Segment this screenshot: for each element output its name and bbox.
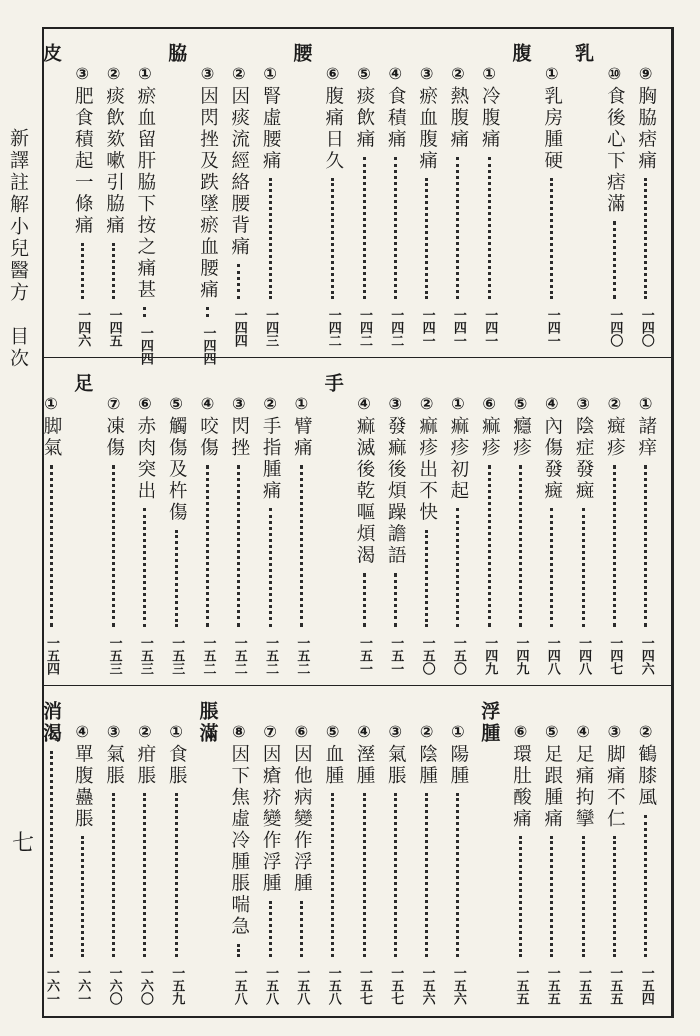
section-heading: [285, 33, 317, 347]
entry-page: 一五五: [544, 966, 560, 1005]
entry-label: 乳房腫硬: [541, 86, 563, 172]
entry-page: 一五三: [137, 636, 153, 675]
leader-dots: [206, 307, 209, 317]
heading-label: 腰: [290, 43, 313, 65]
entry-page: 一五二: [200, 636, 216, 675]
toc-entry[interactable]: [536, 705, 568, 1005]
entry-page: 一四五: [106, 308, 122, 347]
entry-page: 一五二: [263, 636, 279, 675]
entry-label: 腎虛腰痛: [260, 86, 282, 172]
entry-number-mark: ③: [576, 394, 590, 413]
entry-label: 單腹蠱脹: [72, 744, 94, 830]
leader-dots: [143, 793, 146, 957]
toc-entry[interactable]: [98, 705, 130, 1005]
entry-page: 一五五: [607, 966, 623, 1005]
leader-dots: [425, 530, 428, 628]
leader-dots: [613, 465, 616, 627]
leader-dots: [112, 465, 115, 627]
leader-dots: [394, 573, 397, 628]
leader-dots: [363, 157, 366, 300]
entry-number-mark: ①: [169, 722, 183, 741]
section-heading: [473, 691, 505, 1005]
toc-entry[interactable]: [598, 47, 630, 347]
leader-dots: [644, 178, 647, 299]
entry-page: 一四七: [607, 636, 623, 675]
section-heading: [317, 363, 349, 675]
heading-label: 乳: [572, 43, 595, 65]
entry-page: 一五八: [294, 966, 310, 1005]
entry-number-mark: ③: [388, 394, 403, 413]
entry-number-mark: ⑤: [325, 722, 340, 741]
heading-label: 脇: [165, 43, 188, 65]
entry-label: 熱腹痛: [447, 86, 469, 151]
entry-label: 痲疹出不快: [416, 416, 438, 524]
entry-page: 一五四: [638, 966, 654, 1005]
leader-dots: [394, 793, 397, 957]
entry-page: 一六一: [75, 966, 91, 1005]
toc-entry[interactable]: [192, 47, 224, 365]
entry-label: 氣脹: [103, 744, 125, 787]
entry-number-mark: ⑤: [169, 394, 183, 413]
entry-number-mark: ③: [200, 64, 215, 83]
entry-number-mark: ⑤: [513, 394, 528, 413]
entry-number-mark: ③: [106, 722, 121, 741]
entry-page: 一四二: [388, 308, 404, 347]
toc-entry[interactable]: [598, 705, 630, 1005]
heading-label: 浮腫: [478, 701, 501, 745]
entry-page: 一五一: [388, 636, 404, 675]
entry-number-mark: ②: [263, 394, 277, 413]
toc-panel-2: [41, 359, 671, 685]
leader-dots: [582, 836, 585, 957]
entry-label: 臂痛: [291, 416, 313, 459]
entry-label: 陽腫: [447, 744, 469, 787]
entry-label: 食積痛: [385, 86, 407, 151]
entry-number-mark: ①: [638, 394, 653, 413]
entry-label: 痲滅後乾嘔煩渴: [354, 416, 375, 567]
leader-dots: [112, 243, 115, 300]
toc-entry[interactable]: [411, 377, 443, 675]
entry-label: 鶴膝風: [635, 744, 657, 809]
toc-entry[interactable]: [160, 377, 192, 675]
leader-dots: [488, 157, 491, 300]
leader-dots: [112, 793, 115, 957]
section-heading: [192, 691, 224, 1005]
leader-dots: [644, 465, 647, 627]
leader-dots: [300, 465, 303, 627]
entry-number-mark: ②: [451, 64, 465, 83]
toc-entry[interactable]: [348, 705, 380, 1005]
toc-entry[interactable]: [348, 377, 380, 675]
leader-dots: [456, 508, 459, 627]
toc-entry[interactable]: [254, 47, 286, 347]
leader-dots: [206, 465, 209, 627]
entry-page: 一五二: [231, 636, 247, 675]
entry-number-mark: ⑥: [138, 394, 152, 413]
entry-page: 一五八: [325, 966, 341, 1005]
entry-label: 痰飲痛: [354, 86, 375, 151]
toc-entry[interactable]: [317, 47, 349, 347]
toc-entry[interactable]: [223, 705, 255, 1005]
entry-page: 一五四: [44, 636, 59, 675]
entry-number-mark: ⑩: [607, 64, 622, 83]
toc-entry[interactable]: [98, 47, 130, 347]
entry-number-mark: ②: [419, 722, 434, 741]
leader-dots: [143, 307, 146, 317]
section-heading: [66, 363, 98, 675]
entry-number-mark: ④: [388, 64, 403, 83]
toc-entry[interactable]: [285, 377, 317, 675]
entry-label: 咬傷: [197, 416, 219, 459]
leader-dots: [237, 465, 240, 627]
leader-dots: [269, 178, 272, 299]
toc-entry[interactable]: [411, 47, 443, 347]
toc-entry[interactable]: [98, 377, 130, 675]
entry-label: 氣脹: [385, 744, 407, 787]
entry-number-mark: ③: [607, 722, 622, 741]
entry-label: 胸脇痞痛: [635, 86, 657, 172]
toc-entry[interactable]: [536, 47, 568, 347]
entry-number-mark: ⑧: [232, 722, 246, 741]
book-title: [5, 128, 31, 370]
toc-entry[interactable]: [66, 705, 98, 1005]
entry-label: 環肚酸痛: [510, 744, 532, 830]
entry-label: 血腫: [322, 744, 344, 787]
heading-label: 消渴: [40, 701, 62, 745]
toc-entry[interactable]: [129, 47, 161, 365]
entry-page: 一四一: [419, 308, 435, 347]
entry-label: 因閃挫及跌墜瘀血腰痛: [197, 86, 219, 301]
entry-page: 一六一: [44, 966, 59, 1005]
entry-page: 一四〇: [607, 308, 623, 347]
toc-entry[interactable]: [598, 377, 630, 675]
entry-number-mark: ⑨: [638, 64, 653, 83]
leader-dots: [363, 793, 366, 957]
leader-dots: [300, 901, 303, 958]
leader-dots: [269, 901, 272, 958]
entry-number-mark: ①: [451, 722, 465, 741]
toc-entry[interactable]: [442, 47, 474, 347]
entry-number-mark: ③: [232, 394, 246, 413]
entry-number-mark: ②: [419, 394, 434, 413]
entry-page: 一四四: [137, 326, 153, 365]
entry-page: 一四一: [450, 308, 466, 347]
entry-number-mark: ①: [294, 394, 309, 413]
toc-entry[interactable]: [285, 705, 317, 1005]
entry-number-mark: ②: [638, 722, 653, 741]
entry-number-mark: ②: [106, 64, 121, 83]
entry-number-mark: ⑤: [357, 64, 371, 83]
entry-number-mark: ①: [263, 64, 277, 83]
entry-label: 痲疹: [479, 416, 501, 459]
entry-label: 發痲後煩躁譫語: [385, 416, 407, 567]
leader-dots: [425, 793, 428, 957]
entry-number-mark: ②: [232, 64, 246, 83]
entry-page: 一四八: [576, 636, 592, 675]
leader-dots: [519, 836, 522, 957]
entry-number-mark: ④: [545, 394, 559, 413]
entry-page: 一四九: [513, 636, 529, 675]
toc-entry[interactable]: [411, 705, 443, 1005]
entry-number-mark: ④: [357, 394, 371, 413]
leader-dots: [143, 508, 146, 627]
heading-label: 脹滿: [196, 701, 219, 745]
entry-page: 一四四: [231, 308, 247, 347]
leader-dots: [519, 465, 522, 627]
leader-dots: [50, 751, 53, 957]
heading-label: 足: [71, 373, 94, 395]
entry-number-mark: ⑥: [325, 64, 340, 83]
toc-entry[interactable]: [160, 705, 192, 1005]
entry-number-mark: ①: [451, 394, 465, 413]
leader-dots: [550, 508, 553, 627]
entry-page: 一四八: [544, 636, 560, 675]
toc-entry[interactable]: [473, 377, 505, 675]
entry-label: 瘀血留肝脇下按之痛甚: [134, 86, 156, 301]
entry-label: 冷腹痛: [479, 86, 501, 151]
toc-entry[interactable]: [66, 47, 98, 347]
entry-label: 癮疹: [510, 416, 532, 459]
entry-page: 一五〇: [450, 636, 466, 675]
entry-page: 一四一: [482, 308, 498, 347]
entry-label: 閃挫: [228, 416, 250, 459]
leader-dots: [175, 793, 178, 957]
entry-label: 脚痛不仁: [604, 744, 626, 830]
toc-entry[interactable]: [567, 377, 599, 675]
entry-number-mark: ⑤: [545, 722, 559, 741]
leader-dots: [425, 178, 428, 299]
toc-entry[interactable]: [254, 705, 286, 1005]
toc-entry[interactable]: [379, 47, 411, 347]
toc-entry[interactable]: [129, 377, 161, 675]
toc-entry[interactable]: [505, 377, 537, 675]
section-heading: [505, 33, 537, 347]
entry-page: 一五三: [169, 636, 185, 675]
heading-label: 腹: [509, 43, 532, 65]
section-heading: [35, 33, 67, 347]
book-name: 新譯註解小兒醫方: [7, 128, 29, 304]
toc-entry[interactable]: [442, 705, 474, 1005]
toc-entry[interactable]: [192, 377, 224, 675]
toc-entry[interactable]: [505, 705, 537, 1005]
page-number: 七: [12, 831, 35, 856]
toc-entry[interactable]: [630, 705, 662, 1005]
entry-label: 觸傷及杵傷: [166, 416, 188, 524]
entry-label: 諸痒: [635, 416, 657, 459]
entry-number-mark: ④: [576, 722, 590, 741]
entry-number-mark: ⑥: [482, 394, 496, 413]
toc-panel-3: [40, 687, 671, 1015]
entry-label: 因痰流經絡腰背痛: [228, 86, 250, 258]
heading-label: 皮: [40, 43, 62, 65]
entry-page: 一四一: [544, 308, 560, 347]
entry-page: 一五〇: [419, 636, 435, 675]
entry-number-mark: ④: [75, 722, 90, 741]
entry-page: 一五五: [513, 966, 529, 1005]
entry-number-mark: ③: [388, 722, 403, 741]
entry-label: 赤肉突出: [134, 416, 156, 502]
entry-label: 足痛拘攣: [573, 744, 595, 830]
toc-entry[interactable]: [317, 705, 349, 1005]
entry-label: 肥食積起一條痛: [72, 86, 94, 237]
section-heading: [567, 33, 599, 347]
entry-page: 一五八: [263, 966, 279, 1005]
toc-entry[interactable]: [630, 47, 662, 347]
divider-line: [44, 357, 671, 358]
leader-dots: [81, 243, 84, 300]
toc-entry[interactable]: [473, 47, 505, 347]
toc-entry[interactable]: [35, 377, 67, 675]
leader-dots: [550, 178, 553, 299]
entry-label: 內傷發癍: [541, 416, 563, 502]
entry-page: 一四四: [200, 326, 216, 365]
entry-number-mark: ③: [75, 64, 90, 83]
entry-label: 凍傷: [103, 416, 125, 459]
entry-page: 一五九: [169, 966, 185, 1005]
leader-dots: [456, 793, 459, 957]
entry-page: 一五七: [388, 966, 404, 1005]
entry-number-mark: ⑦: [263, 722, 277, 741]
leader-dots: [331, 793, 334, 957]
entry-page: 一五一: [357, 636, 372, 675]
toc-entry[interactable]: [129, 705, 161, 1005]
leader-dots: [488, 465, 491, 627]
leader-dots: [269, 508, 272, 627]
toc-entry[interactable]: [379, 377, 411, 675]
entry-page: 一六〇: [137, 966, 153, 1005]
entry-label: 陰症發癍: [573, 416, 595, 502]
entry-page: 一四六: [638, 636, 654, 675]
leader-dots: [50, 465, 53, 627]
leader-dots: [582, 508, 585, 627]
section-heading: [160, 33, 192, 347]
toc-entry[interactable]: [223, 377, 255, 675]
toc-frame: [42, 27, 674, 1018]
entry-label: 因瘡疥變作浮腫: [260, 744, 282, 895]
entry-label: 手指腫痛: [260, 416, 282, 502]
entry-page: 一五五: [576, 966, 592, 1005]
entry-number-mark: ②: [138, 722, 152, 741]
leader-dots: [613, 836, 616, 957]
entry-label: 溼腫: [354, 744, 375, 787]
leader-dots: [613, 221, 616, 299]
entry-number-mark: ④: [357, 722, 371, 741]
leader-dots: [331, 178, 334, 299]
entry-number-mark: ⑥: [513, 722, 528, 741]
entry-number-mark: ①: [482, 64, 496, 83]
entry-label: 脚氣: [41, 416, 62, 459]
entry-number-mark: ①: [44, 394, 58, 413]
entry-label: 食脹: [166, 744, 188, 787]
leader-dots: [81, 836, 84, 957]
entry-number-mark: ②: [607, 394, 622, 413]
leader-dots: [237, 944, 240, 958]
section-heading: [35, 691, 67, 1005]
entry-page: 一四六: [75, 308, 91, 347]
toc-entry[interactable]: [254, 377, 286, 675]
entry-label: 足跟腫痛: [541, 744, 563, 830]
toc-entry[interactable]: [223, 47, 255, 347]
leader-dots: [644, 815, 647, 958]
entry-label: 瘀血腹痛: [416, 86, 438, 172]
heading-label: 手: [321, 373, 344, 395]
entry-page: 一四三: [263, 308, 279, 347]
toc-entry[interactable]: [536, 377, 568, 675]
entry-number-mark: ⑦: [106, 394, 121, 413]
leader-dots: [550, 836, 553, 957]
entry-label: 因他病變作浮腫: [291, 744, 313, 895]
entry-page: 一四二: [325, 308, 341, 347]
toc-entry[interactable]: [567, 705, 599, 1005]
leader-dots: [175, 530, 178, 628]
entry-label: 腹痛日久: [322, 86, 344, 172]
toc-entry[interactable]: [442, 377, 474, 675]
entry-page: 一五二: [294, 636, 310, 675]
entry-label: 食後心下痞滿: [604, 86, 626, 215]
entry-label: 陰腫: [416, 744, 438, 787]
leader-dots: [456, 157, 459, 300]
entry-page: 一四〇: [638, 308, 654, 347]
entry-page: 一四二: [357, 308, 372, 347]
entry-page: 一五三: [106, 636, 122, 675]
entry-page: 一四九: [482, 636, 498, 675]
entry-label: 疳脹: [134, 744, 156, 787]
entry-page: 一五八: [231, 966, 247, 1005]
entry-page: 一五六: [450, 966, 466, 1005]
toc-panel-1: [40, 29, 671, 365]
toc-entry[interactable]: [348, 47, 380, 347]
entry-label: 癍疹: [604, 416, 626, 459]
entry-label: 因下焦虛冷腫脹喘急: [228, 744, 250, 938]
entry-number-mark: ⑥: [294, 722, 309, 741]
entry-number-mark: ④: [200, 394, 215, 413]
section-name: 目次: [7, 326, 29, 370]
leader-dots: [237, 264, 240, 299]
leader-dots: [394, 157, 397, 300]
toc-entry[interactable]: [630, 377, 662, 675]
entry-number-mark: ①: [545, 64, 559, 83]
entry-page: 一六〇: [106, 966, 122, 1005]
entry-number-mark: ③: [419, 64, 434, 83]
entry-page: 一五六: [419, 966, 435, 1005]
entry-page: 一五七: [357, 966, 372, 1005]
leader-dots: [363, 573, 366, 628]
entry-number-mark: ①: [138, 64, 152, 83]
entry-label: 痰飲欬嗽引脇痛: [103, 86, 125, 237]
toc-entry[interactable]: [379, 705, 411, 1005]
divider-line: [44, 685, 671, 686]
entry-label: 痲疹初起: [447, 416, 469, 502]
